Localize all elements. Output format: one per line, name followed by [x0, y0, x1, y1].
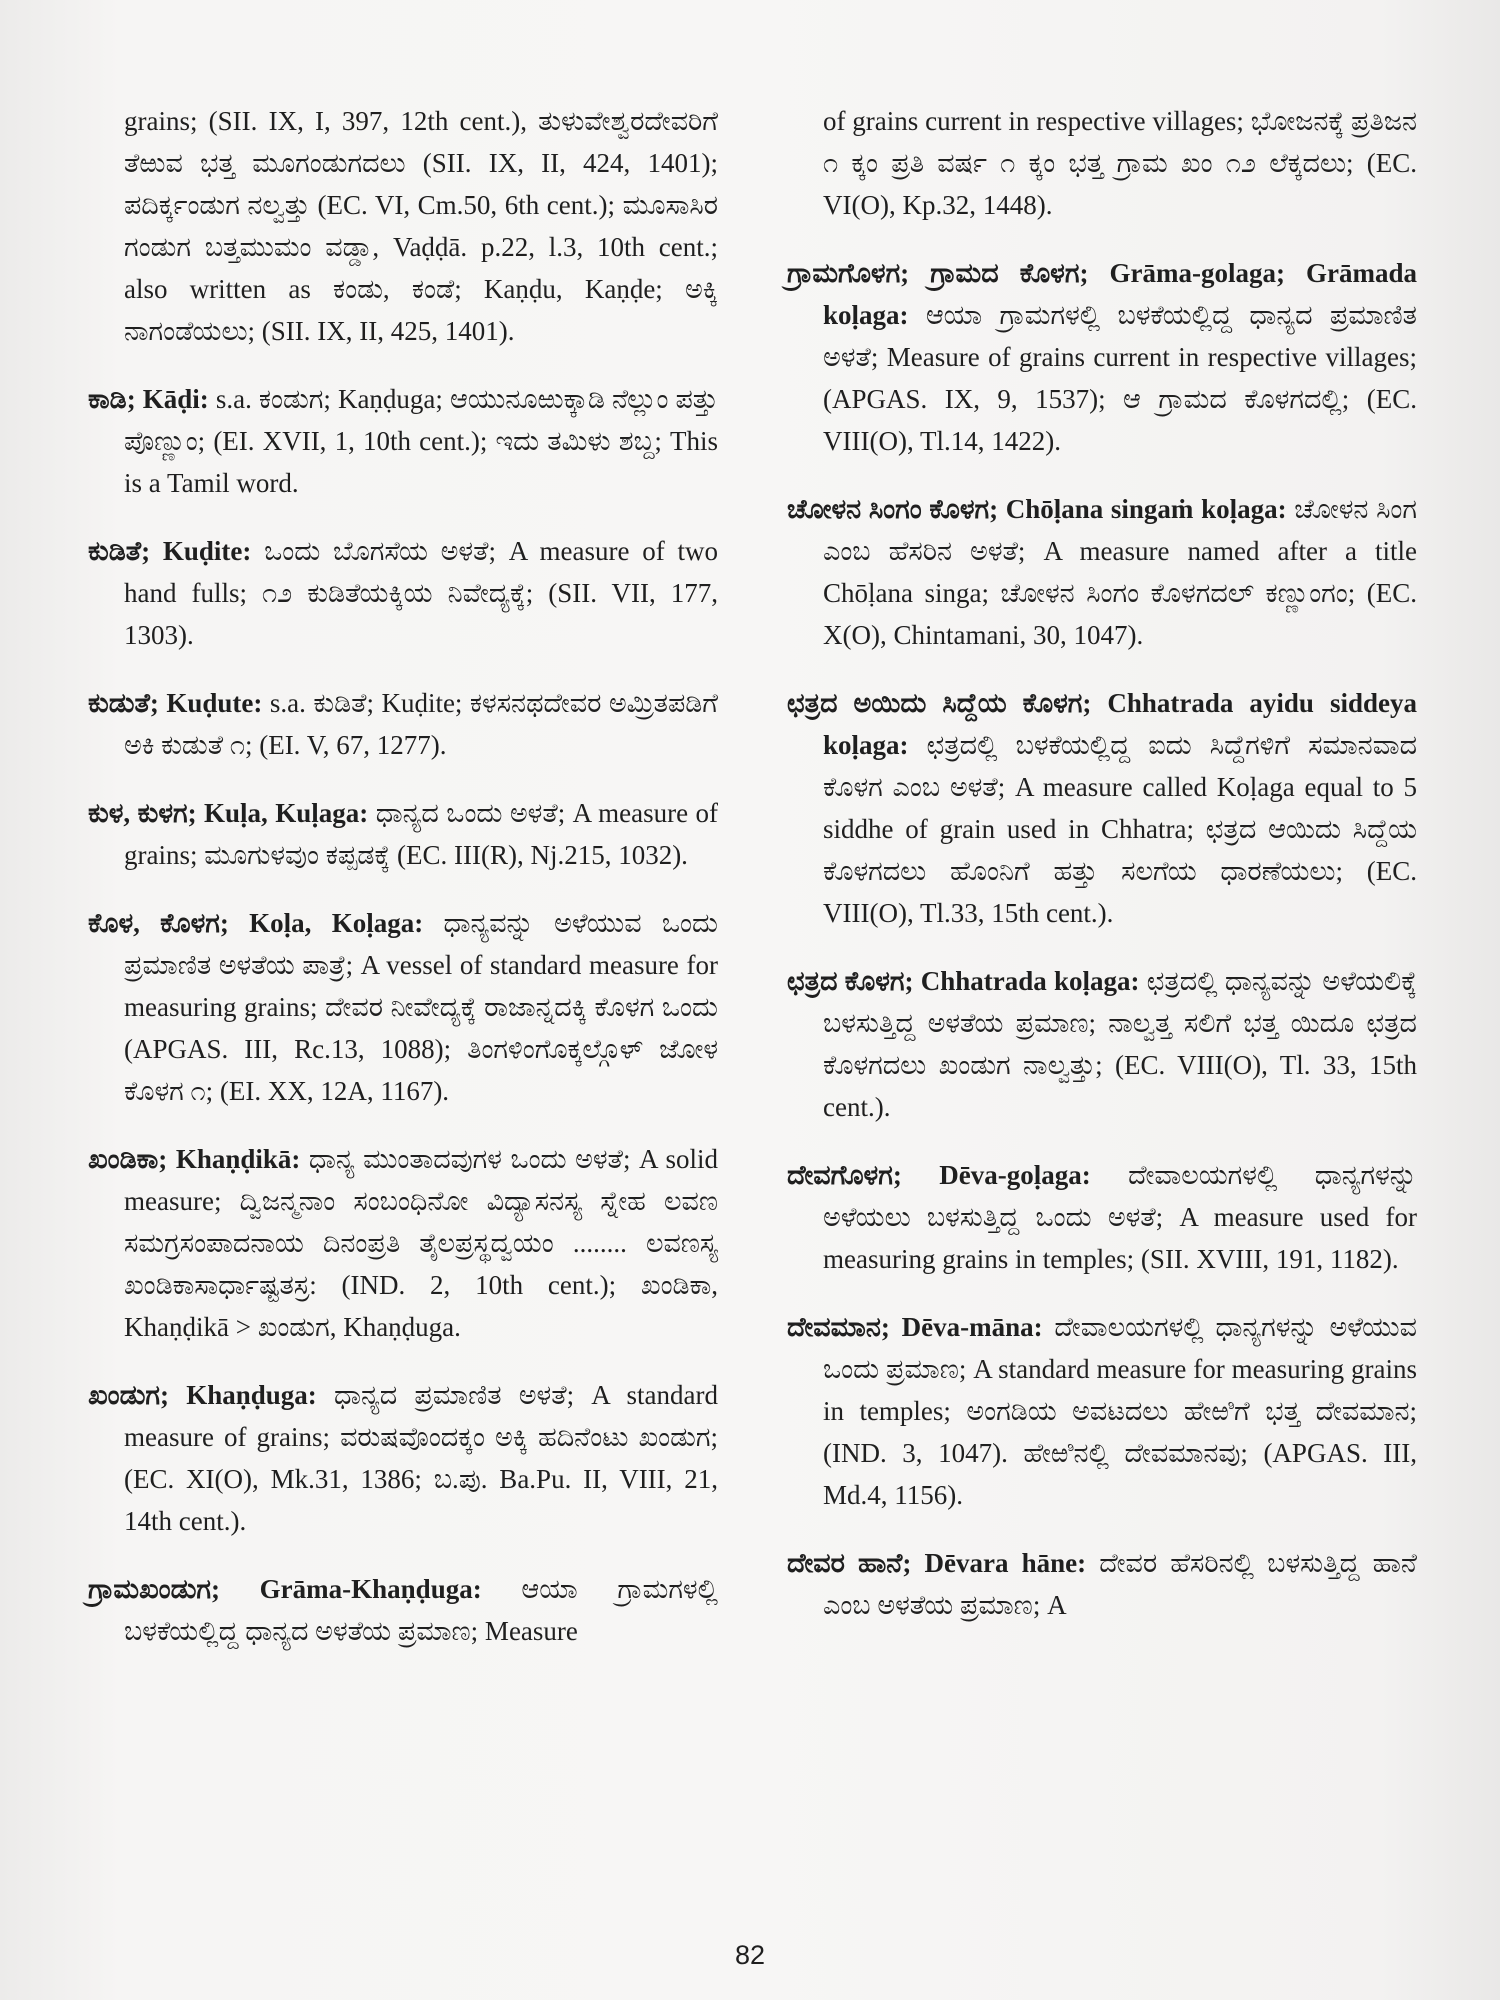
- entry-headword: ಕಾಡಿ; Kāḍi:: [88, 384, 209, 414]
- dictionary-entry: [787, 960, 1417, 1128]
- dictionary-entry: [88, 792, 718, 876]
- dictionary-entry: [88, 1138, 718, 1348]
- entry-text: ಧಾನ್ಯವನ್ನು ಅಳೆಯುವ ಒಂದು ಪ್ರಮಾಣಿತ ಅಳತೆಯ ಪಾತ್ರೆ; A vessel of standard measure for measuring grains; ದೇವರ ನೀವೇದ್ಯಕ್ಕೆ ರಾಜಾನ್ನದಕ್ಕಿ ಕೊಳಗ ಒಂದು (APGAS. III, Rc.13, 1088); ತಿಂಗಳಿಂಗೊಕ್ಕಲ್ಗೊಳ್ ಜೋಳ ಕೊಳಗ ೧; (EI. XX, 12A, 1167).: [124, 908, 719, 1106]
- entry-text: ಆಯಾ ಗ್ರಾಮಗಳಲ್ಲಿ ಬಳಕೆಯಲ್ಲಿದ್ದ ಧಾನ್ಯದ ಅಳತೆಯ ಪ್ರಮಾಣ; Measure: [124, 1574, 718, 1646]
- entry-text: ಚೋಳನ ಸಿಂಗ ಎಂಬ ಹೆಸರಿನ ಅಳತೆ; A measure named after a title Chōḷana singa; ಚೋಳನ ಸಿಂಗಂ ಕೊಳಗದಲ್ ಕಣ್ಣುಂಗಂ; (EC. X(O), Chintamani, 30, 1047).: [823, 494, 1418, 650]
- entry-text: of grains current in respective villages; ಭೋಜನಕ್ಕೆ ಪ್ರತಿಜನ ೧ ಕ್ಕಂ ಪ್ರತಿ ವರ್ಷ ೧ ಕ್ಕಂ ಭತ್ತ ಗ್ರಾಮ ಖಂ ೧೨ ಲೆಕ್ಕದಲು; (EC. VI(O), Kp.32, 1448).: [823, 106, 1417, 220]
- entry-headword: ದೇವಮಾನ; Dēva-māna:: [787, 1312, 1043, 1342]
- entry-text: ಛತ್ರದಲ್ಲಿ ಧಾನ್ಯವನ್ನು ಅಳೆಯಲಿಕ್ಕೆ ಬಳಸುತ್ತಿದ್ದ ಅಳತೆಯ ಪ್ರಮಾಣ; ನಾಲ್ವತ್ತ ಸಲಿಗೆ ಭತ್ತ ಯಿದೂ ಛತ್ರದ ಕೊಳಗದಲು ಖಂಡುಗ ನಾಲ್ವತ್ತು; (EC. VIII(O), Tl. 33, 15th cent.).: [823, 966, 1418, 1122]
- dictionary-entry: [88, 530, 718, 656]
- entry-text: ದೇವಾಲಯಗಳಲ್ಲಿ ಧಾನ್ಯಗಳನ್ನು ಅಳೆಯುವ ಒಂದು ಪ್ರಮಾಣ; A standard measure for measuring grains in temples; ಅಂಗಡಿಯ ಅವಟದಲು ಹೇಱಿಗೆ ಭತ್ತ ದೇವಮಾನ; (IND. 3, 1047). ಹೇಱಿನಲ್ಲಿ ದೇವಮಾನವು; (APGAS. III, Md.4, 1156).: [823, 1312, 1417, 1510]
- entry-text: s.a. ಕಂಡುಗ; Kaṇḍuga; ಆಯುನೂಱುಕ್ಕಾಡಿ ನೆಲ್ಲುಂ ಪತ್ತು ಪೊಣ್ಣುಂ; (EI. XVII, 1, 10th cent.); ಇದು ತಮಿಳು ಶಬ್ದ; This is a Tamil word.: [124, 384, 718, 498]
- entry-text: ದೇವಾಲಯಗಳಲ್ಲಿ ಧಾನ್ಯಗಳನ್ನು ಅಳೆಯಲು ಬಳಸುತ್ತಿದ್ದ ಒಂದು ಅಳತೆ; A measure used for measuring grains in temples; (SII. XVIII, 191, 1182).: [823, 1160, 1417, 1274]
- entry-headword: ಕುಳ, ಕುಳಗ; Kuḷa, Kuḷaga:: [88, 798, 369, 828]
- dictionary-entry: [88, 1568, 718, 1652]
- dictionary-entry: [88, 902, 718, 1112]
- entry-text: grains; (SII. IX, I, 397, 12th cent.), ತುಳುವೇಶ್ವರದೇವರಿಗೆ ತೆಱುವ ಭತ್ತ ಮೂಗಂಡುಗದಲು (SII. IX, II, 424, 1401); ಪದಿರ್ಕ್ಕಂಡುಗ ನಲ್ವತ್ತು (EC. VI, Cm.50, 6th cent.); ಮೂಸಾಸಿರ ಗಂಡುಗ ಬತ್ತಮುಮಂ ವಡ್ಡಾ, Vaḍḍā. p.22, l.3, 10th cent.; also written as ಕಂಡು, ಕಂಡೆ; Kaṇḍu, Kaṇḍe; ಅಕ್ಕಿ ನಾಗಂಡೆಯಲು; (SII. IX, II, 425, 1401).: [124, 106, 718, 346]
- dictionary-entry: [787, 488, 1417, 656]
- dictionary-entry: [787, 100, 1417, 226]
- entry-headword: ಛತ್ರದ ಕೊಳಗ; Chhatrada koḷaga:: [787, 966, 1140, 996]
- entry-headword: ದೇವಗೊಳಗ; Dēva-goḷaga:: [787, 1160, 1091, 1190]
- entry-headword: ಚೋಳನ ಸಿಂಗಂ ಕೊಳಗ; Chōḷana singaṁ koḷaga:: [787, 494, 1287, 524]
- page-number: 82: [734, 1940, 766, 1970]
- dictionary-entry: [88, 1374, 718, 1542]
- dictionary-entry: [787, 682, 1417, 934]
- entry-headword: ದೇವರ ಹಾನೆ; Dēvara hāne:: [787, 1548, 1087, 1578]
- entry-headword: ಖಂಡಿಕಾ; Khaṇḍikā:: [88, 1144, 301, 1174]
- entry-text: ಧಾನ್ಯ ಮುಂತಾದವುಗಳ ಒಂದು ಅಳತೆ; A solid measure; ದ್ವಿಜನ್ಮನಾಂ ಸಂಬಂಧಿನೋ ವಿದ್ಯಾಸನಸ್ಯ ಸ್ನೇಹ ಲವಣ ಸಮಗ್ರಸಂಪಾದನಾಯ ದಿನಂಪ್ರತಿ ತೈಲಪ್ರಸ್ಥದ್ವಯಂ ........ ಲವಣಸ್ಯ ಖಂಡಿಕಾಸಾರ್ಧಾಷ್ಟತಸ್ರ: (IND. 2, 10th cent.); ಖಂಡಿಕಾ, Khaṇḍikā > ಖಂಡುಗ, Khaṇḍuga.: [124, 1144, 719, 1342]
- dictionary-entry: [88, 100, 718, 352]
- entry-text: ದೇವರ ಹೆಸರಿನಲ್ಲಿ ಬಳಸುತ್ತಿದ್ದ ಹಾನೆ ಎಂಬ ಅಳತೆಯ ಪ್ರಮಾಣ; A: [823, 1548, 1417, 1620]
- entry-text: ಆಯಾ ಗ್ರಾಮಗಳಲ್ಲಿ ಬಳಕೆಯಲ್ಲಿದ್ದ ಧಾನ್ಯದ ಪ್ರಮಾಣಿತ ಅಳತೆ; Measure of grains current in respective villages; (APGAS. IX, 9, 1537); ಆ ಗ್ರಾಮದ ಕೊಳಗದಲ್ಲಿ; (EC. VIII(O), Tl.14, 1422).: [823, 300, 1417, 456]
- dictionary-entry: [787, 1154, 1417, 1280]
- entry-headword: ಗ್ರಾಮಗೊಳಗ; ಗ್ರಾಮದ ಕೊಳಗ; Grāma-golaga; Grāmada koḷaga:: [787, 258, 1417, 330]
- right-column: [787, 100, 1417, 1652]
- dictionary-entry: [787, 252, 1417, 462]
- entry-headword: ಛತ್ರದ ಅಯಿದು ಸಿದ್ದೆಯ ಕೊಳಗ; Chhatrada ayidu siddeya koḷaga:: [787, 688, 1417, 760]
- entry-headword: ಖಂಡುಗ; Khaṇḍuga:: [88, 1380, 317, 1410]
- entry-text: ಒಂದು ಬೊಗಸೆಯ ಅಳತೆ; A measure of two hand fulls; ೧೨ ಕುಡಿತೆಯಕ್ಕಿಯ ನಿವೇದ್ಯಕ್ಕೆ; (SII. VII, 177, 1303).: [124, 536, 718, 650]
- left-column: [88, 100, 718, 1678]
- entry-text: ಧಾನ್ಯದ ಪ್ರಮಾಣಿತ ಅಳತೆ; A standard measure of grains; ವರುಷವೊಂದಕ್ಕಂ ಅಕ್ಕಿ ಹದಿನೆಂಟು ಖಂಡುಗ; (EC. XI(O), Mk.31, 1386; ಬ.ಪು. Ba.Pu. II, VIII, 21, 14th cent.).: [124, 1380, 719, 1536]
- entry-text: s.a. ಕುಡಿತೆ; Kuḍite; ಕಳಸನಥದೇವರ ಅಮ್ರಿತಪಡಿಗೆ ಅಕಿ ಕುಡುತೆ ೧; (EI. V, 67, 1277).: [124, 688, 718, 760]
- entry-headword: ಕುಡುತೆ; Kuḍute:: [88, 688, 263, 718]
- dictionary-entry: [787, 1306, 1417, 1516]
- entry-text: ಛತ್ರದಲ್ಲಿ ಬಳಕೆಯಲ್ಲಿದ್ದ ಐದು ಸಿದ್ದೆಗಳಿಗೆ ಸಮಾನವಾದ ಕೊಳಗ ಎಂಬ ಅಳತೆ; A measure called Koḷaga equal to 5 siddhe of grain used in Chhatra; ಛತ್ರದ ಆಯಿದು ಸಿದ್ದೆಯ ಕೊಳಗದಲು ಹೊಂನಿಗೆ ಹತ್ತು ಸಲಗೆಯ ಧಾರಣೆಯಲು; (EC. VIII(O), Tl.33, 15th cent.).: [823, 730, 1418, 928]
- dictionary-entry: [88, 378, 718, 504]
- entry-headword: ಕೊಳ, ಕೊಳಗ; Koḷa, Koḷaga:: [88, 908, 424, 938]
- entry-text: ಧಾನ್ಯದ ಒಂದು ಅಳತೆ; A measure of grains; ಮೂಗುಳವುಂ ಕಪ್ಪಡಕ್ಕೆ (EC. III(R), Nj.215, 1032).: [124, 798, 718, 870]
- entry-headword: ಕುಡಿತೆ; Kuḍite:: [88, 536, 252, 566]
- entry-headword: ಗ್ರಾಮಖಂಡುಗ; Grāma-Khaṇḍuga:: [88, 1574, 482, 1604]
- dictionary-entry: [787, 1542, 1417, 1626]
- dictionary-entry: [88, 682, 718, 766]
